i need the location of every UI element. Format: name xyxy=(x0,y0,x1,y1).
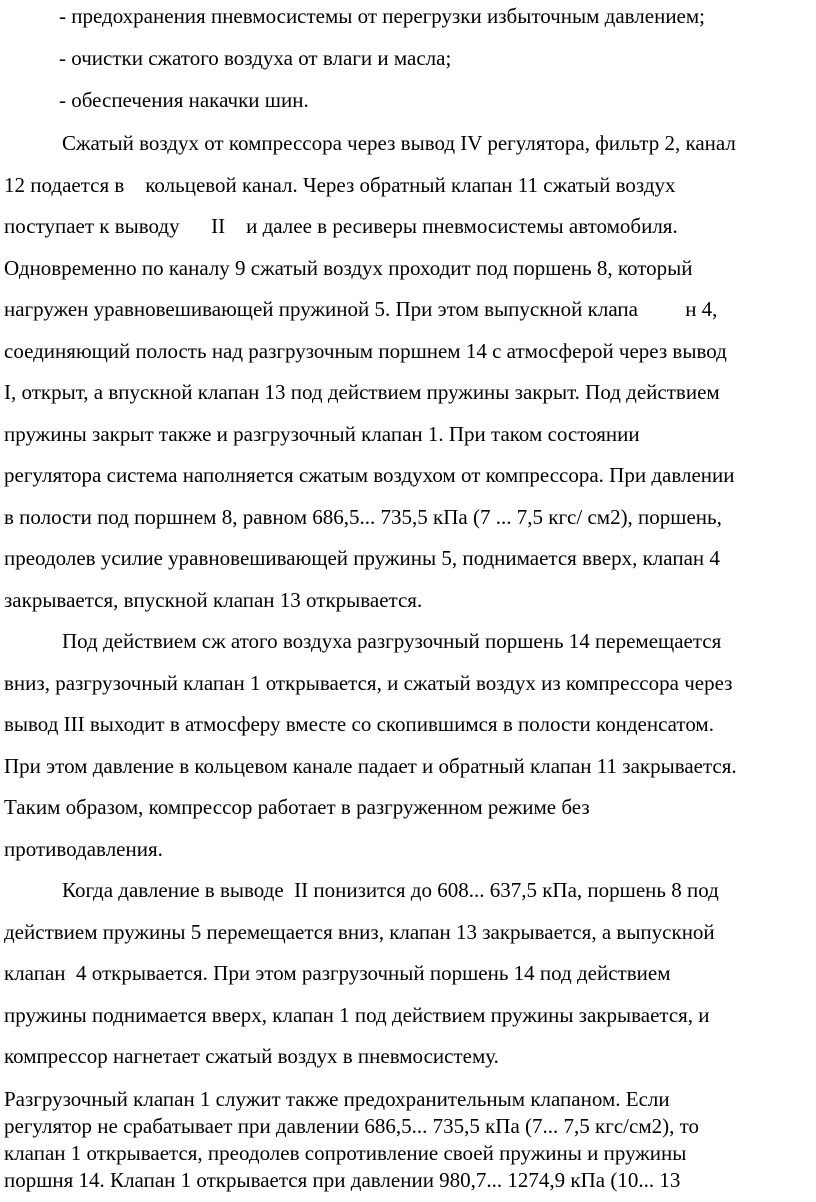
paragraph-line: Под действием сж атого воздуха разгрузочный поршень 14 перемещается xyxy=(62,629,722,653)
paragraph-line: Таким образом, компрессор работает в разгруженном режиме без xyxy=(4,795,590,819)
paragraph-line: преодолев усилие уравновешивающей пружины 5, поднимается вверх, клапан 4 xyxy=(4,546,720,570)
paragraph-line: I, открыт, а впускной клапан 13 под действием пружины закрыт. Под действием xyxy=(4,380,720,404)
paragraph-line: поршня 14. Клапан 1 открывается при давлении 980,7... 1274,9 кПа (10... 13 xyxy=(4,1168,681,1192)
paragraph-line: вниз, разгрузочный клапан 1 открывается, и сжатый воздух из компрессора через xyxy=(4,671,733,695)
paragraph-line: Сжатый воздух от компрессора через вывод IV регулятора, фильтр 2, канал xyxy=(62,131,736,155)
paragraph-line: Одновременно по каналу 9 сжатый воздух проходит под поршень 8, который xyxy=(4,256,693,280)
paragraph-line: регулятор не срабатывает при давлении 686,5... 735,5 кПа (7... 7,5 кгс/см2), то xyxy=(4,1114,699,1138)
paragraph-line: закрывается, впускной клапан 13 открывается. xyxy=(4,588,423,612)
paragraph-line: вывод III выходит в атмосферу вместе со скопившимся в полости конденсатом. xyxy=(4,712,714,736)
paragraph-line: 12 подается в кольцевой канал. Через обратный клапан 11 сжатый воздух xyxy=(4,173,676,197)
paragraph-line: действием пружины 5 перемещается вниз, клапан 13 закрывается, а выпускной xyxy=(4,920,715,944)
paragraph-line: клапан 4 открывается. При этом разгрузочный поршень 14 под действием xyxy=(4,961,671,985)
paragraph-line: пружины поднимается вверх, клапан 1 под действием пружины закрывается, и xyxy=(4,1003,710,1027)
bullet-line: - обеспечения накачки шин. xyxy=(59,88,309,112)
paragraph-line: Когда давление в выводе II понизится до 608... 637,5 кПа, поршень 8 под xyxy=(62,878,719,902)
paragraph-line: компрессор нагнетает сжатый воздух в пневмосистему. xyxy=(4,1044,499,1068)
bullet-line: - очистки сжатого воздуха от влаги и масла; xyxy=(59,46,452,70)
paragraph-line: соединяющий полость над разгрузочным поршнем 14 с атмосферой через вывод xyxy=(4,339,727,363)
paragraph-line: в полости под поршнем 8, равном 686,5... 735,5 кПа (7 ... 7,5 кгс/ см2), поршень, xyxy=(4,505,722,529)
paragraph-line: противодавления. xyxy=(4,837,163,861)
paragraph-line: регулятора система наполняется сжатым воздухом от компрессора. При давлении xyxy=(4,463,735,487)
paragraph-line: При этом давление в кольцевом канале падает и обратный клапан 11 закрывается. xyxy=(4,754,737,778)
paragraph-line: Разгрузочный клапан 1 служит также предохранительным клапаном. Если xyxy=(4,1087,670,1111)
paragraph-line: пружины закрыт также и разгрузочный клапан 1. При таком состоянии xyxy=(4,422,640,446)
bullet-line: - предохранения пневмосистемы от перегрузки избыточным давлением; xyxy=(59,4,705,28)
paragraph-line: клапан 1 открывается, преодолев сопротивление своей пружины и пружины xyxy=(4,1141,687,1165)
paragraph-line: нагружен уравновешивающей пружиной 5. При этом выпускной клапа н 4, xyxy=(4,297,718,321)
paragraph-line: поступает к выводу II и далее в ресиверы пневмосистемы автомобиля. xyxy=(4,214,678,238)
